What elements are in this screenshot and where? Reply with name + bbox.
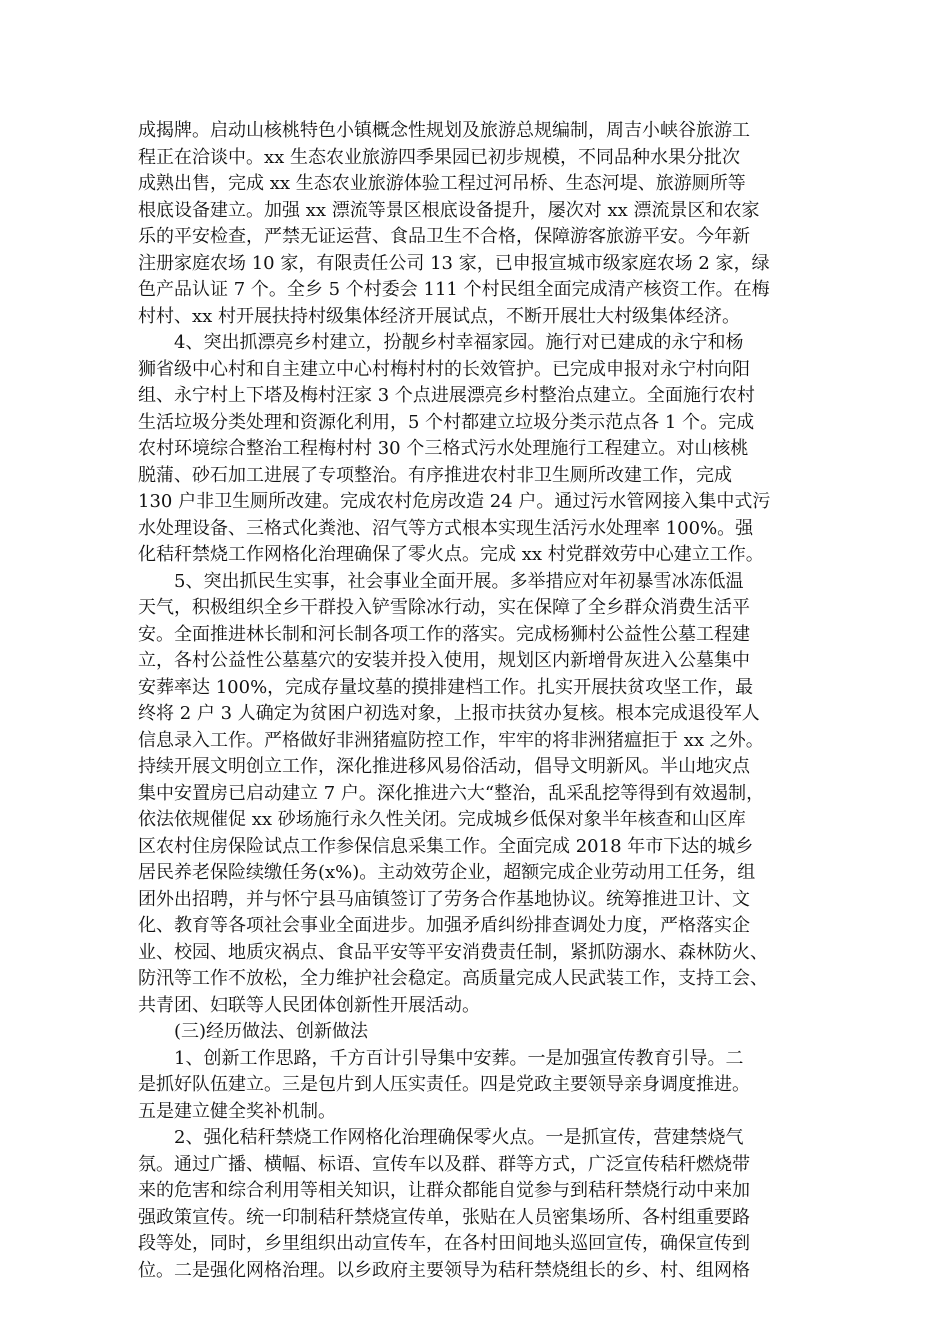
text-line: 来的危害和综合利用等相关知识，让群众都能自觉参与到秸秆禁烧行动中来加 (138, 1180, 750, 1201)
text-line: 脱蒲、砂石加工进展了专项整治。有序推进农村非卫生厕所改建工作，完成 (138, 464, 732, 486)
text-line: 立，各村公益性公墓墓穴的安装并投入使用，规划区内新增骨灰进入公墓集中 (138, 650, 750, 671)
document-body (138, 118, 812, 1284)
text-line: 终将 2 户 3 人确定为贫困户初选对象，上报市扶贫办复核。根本完成退役军人 (138, 703, 760, 724)
text-line: 注册家庭农场 10 家，有限责任公司 13 家，已申报宣城市级家庭农场 2 家，绿 (138, 252, 770, 274)
text-line: 业、校园、地质灾祸点、食品平安等平安消费责任制，紧抓防溺水、森林防火、 (138, 941, 768, 963)
text-line: 农村环境综合整治工程梅村村 30 个三格式污水处理施行工程建立。对山核桃 (138, 438, 749, 459)
paragraph (138, 1046, 812, 1126)
text-line: 程正在洽谈中。xx 生态农业旅游四季果园已初步规模，不同品种水果分批次 (138, 146, 741, 168)
paragraph (138, 118, 812, 330)
text-line: 段等处，同时，乡里组织出动宣传车，在各村田间地头巡回宣传，确保宣传到 (138, 1233, 750, 1254)
text-line: 团外出招聘，并与怀宁县马庙镇签订了劳务合作基地协议。统筹推进卫计、文 (138, 888, 750, 910)
text-line: 集中安置房已启动建立 7 户。深化推进六大“整治，乱采乱挖等得到有效遏制， (138, 782, 765, 804)
text-line: 乐的平安检查，严禁无证运营、食品卫生不合格，保障游客旅游平安。今年新 (138, 226, 750, 247)
text-line: 2、强化秸秆禁烧工作网格化治理确保零火点。一是抓宣传，营建禁烧气 (174, 1127, 744, 1148)
paragraph (138, 1019, 812, 1046)
text-line: 信息录入工作。严格做好非洲猪瘟防控工作，牢牢的将非洲猪瘟拒于 xx 之外。 (138, 729, 764, 751)
paragraph (138, 1125, 812, 1284)
text-line: 村村、xx 村开展扶持村级集体经济开展试点，不断开展壮大村级集体经济。 (138, 305, 741, 327)
text-line: 组、永宁村上下塔及梅村汪家 3 个点进展漂亮乡村整治点建立。全面施行农村 (138, 385, 755, 406)
text-line: 4、突出抓漂亮乡村建立，扮靓乡村幸福家园。施行对已建成的永宁和杨 (174, 332, 744, 353)
text-line: 位。二是强化网格治理。以乡政府主要领导为秸秆禁烧组长的乡、村、组网格 (138, 1259, 750, 1281)
text-line: (三)经历做法、创新做法 (174, 1021, 369, 1042)
text-line: 区农村住房保险试点工作参保信息采集工作。全面完成 2018 年市下达的城乡 (138, 835, 754, 857)
text-line: 共青团、妇联等人民团体创新性开展活动。 (138, 994, 480, 1016)
text-line: 成熟出售，完成 xx 生态农业旅游体验工程过河吊桥、生态河堤、旅游厕所等 (138, 173, 746, 194)
text-line: 五是建立健全奖补机制。 (138, 1100, 336, 1122)
paragraph (138, 569, 812, 1020)
text-line: 5、突出抓民生实事，社会事业全面开展。多举措应对年初暴雪冰冻低温 (174, 570, 744, 592)
text-line: 安葬率达 100%，完成存量坟墓的摸排建档工作。扎实开展扶贫攻坚工作，最 (138, 676, 754, 698)
text-line: 根底设备建立。加强 xx 漂流等景区根底设备提升，屡次对 xx 漂流景区和农家 (138, 199, 760, 221)
text-line: 持续开展文明创立工作，深化推进移风易俗活动，倡导文明新风。半山地灾点 (138, 756, 750, 777)
text-line: 生活垃圾分类处理和资源化利用，5 个村都建立垃圾分类示范点各 1 个。完成 (138, 411, 755, 433)
text-line: 是抓好队伍建立。三是包片到人压实责任。四是党政主要领导亲身调度推进。 (138, 1074, 750, 1095)
text-line: 成揭牌。启动山核桃特色小镇概念性规划及旅游总规编制，周吉小峡谷旅游工 (138, 120, 750, 141)
text-line: 强政策宣传。统一印制秸秆禁烧宣传单，张贴在人员密集场所、各村组重要路 (138, 1206, 750, 1228)
text-line: 色产品认证 7 个。全乡 5 个村委会 111 个村民组全面完成清产核资工作。在梅 (138, 279, 770, 300)
text-line: 化、教育等各项社会事业全面进步。加强矛盾纠纷排查调处力度，严格落实企 (138, 915, 750, 936)
text-line: 130 户非卫生厕所改建。完成农村危房改造 24 户。通过污水管网接入集中式污 (138, 491, 771, 512)
text-line: 水处理设备、三格式化粪池、沼气等方式根本实现生活污水处理率 100%。强 (138, 517, 754, 539)
text-line: 居民养老保险续缴任务(x%)。主动效劳企业，超额完成企业劳动用工任务，组 (138, 862, 756, 883)
text-line: 防汛等工作不放松，全力维护社会稳定。高质量完成人民武装工作，支持工会、 (138, 968, 768, 989)
text-line: 1、创新工作思路，千方百计引导集中安葬。一是加强宣传教育引导。二 (174, 1047, 744, 1069)
text-line: 氛。通过广播、横幅、标语、宣传车以及群、群等方式，广泛宣传秸秆燃烧带 (138, 1153, 750, 1175)
text-line: 安。全面推进林长制和河长制各项工作的落实。完成杨狮村公益性公墓工程建 (138, 623, 750, 645)
text-line: 天气，积极组织全乡干群投入铲雪除冰行动，实在保障了全乡群众消费生活平 (138, 597, 750, 618)
text-line: 依法依规催促 xx 砂场施行永久性关闭。完成城乡低保对象半年核查和山区库 (138, 809, 746, 830)
paragraph (138, 330, 812, 569)
text-line: 化秸秆禁烧工作网格化治理确保了零火点。完成 xx 村党群效劳中心建立工作。 (138, 544, 764, 565)
text-line: 狮省级中心村和自主建立中心村梅村村的长效管护。已完成申报对永宁村向阳 (138, 358, 750, 380)
